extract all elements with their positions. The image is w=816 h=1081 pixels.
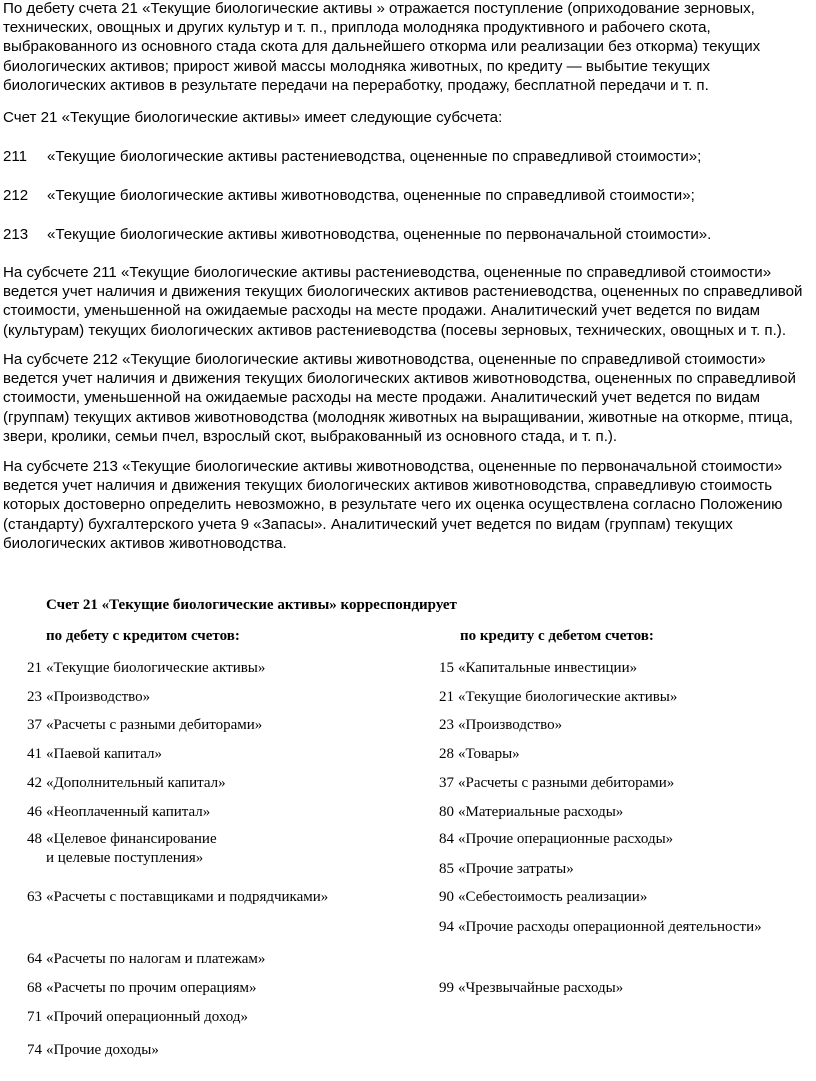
account-number: 42 <box>27 775 42 791</box>
account-number: 71 <box>27 1009 42 1025</box>
debit-account-item <box>22 1041 159 1060</box>
credit-account-item <box>434 659 637 678</box>
account-number: 94 <box>439 919 454 935</box>
debit-account-item <box>22 745 162 764</box>
paragraph-subaccounts-intro: Счет 21 «Текущие биологические активы» имеет следующие субсчета: <box>3 109 503 126</box>
account-name: «Товары» <box>458 746 520 762</box>
account-name: «Себестоимость реализации» <box>458 889 648 905</box>
account-name: «Расчеты по налогам и платежам» <box>46 951 266 967</box>
credit-account-item <box>434 860 574 879</box>
subaccount-item <box>3 147 814 166</box>
account-name: «Производство» <box>458 717 563 733</box>
account-number: 21 <box>439 689 454 705</box>
account-name: «Расчеты с поставщиками и подрядчиками» <box>46 889 329 905</box>
account-name <box>46 830 217 868</box>
account-name: «Прочие расходы операционной деятельности» <box>458 919 762 935</box>
paragraph-subaccount-211: На субсчете 211 «Текущие биологические активы растениеводства, оцененные по справедливой стоимости» ведется учет наличия и движения текущих биологических активов растениеводства, оцененных по справедливой стоимости, уменьшенной на ожидаемые расходы на месте продажи. Аналитический учет ведется по видам (культурам) текущих биологических активов растениеводства (посевы зерновых, технических, овощных и т. п.). <box>3 264 803 339</box>
account-number: 80 <box>439 804 454 820</box>
subaccount-text: «Текущие биологические активы животноводства, оцененные по первоначальной стоимости». <box>47 226 712 243</box>
credit-account-item <box>434 803 623 822</box>
account-name: «Капитальные инвестиции» <box>458 660 638 676</box>
credit-account-item <box>434 774 674 793</box>
account-number: 37 <box>27 717 42 733</box>
credit-account-item <box>434 979 623 998</box>
account-name: «Паевой капитал» <box>46 746 162 762</box>
subaccount-code: 212 <box>3 187 29 204</box>
debit-account-item <box>22 950 265 969</box>
account-number: 28 <box>439 746 454 762</box>
account-name-line2: и целевые поступления» <box>46 850 204 866</box>
credit-column-header: по кредиту с дебетом счетов: <box>460 628 654 644</box>
account-number: 64 <box>27 951 42 967</box>
account-number: 84 <box>439 831 454 847</box>
subaccount-code: 213 <box>3 226 29 243</box>
account-number: 74 <box>27 1042 42 1058</box>
debit-account-item <box>22 979 256 998</box>
account-number: 23 <box>27 689 42 705</box>
account-name-line1: «Целевое финансирование <box>46 831 217 847</box>
account-number: 15 <box>439 660 454 676</box>
account-number: 68 <box>27 980 42 996</box>
account-name: «Текущие биологические активы» <box>46 660 266 676</box>
subaccount-code: 211 <box>3 148 28 165</box>
debit-column-header: по дебету с кредитом счетов: <box>46 628 240 644</box>
account-number: 21 <box>27 660 42 676</box>
debit-account-item <box>22 688 150 707</box>
account-name: «Расчеты с разными дебиторами» <box>46 717 263 733</box>
subaccount-text: «Текущие биологические активы животноводства, оцененные по справедливой стоимости»; <box>47 187 695 204</box>
account-name: «Прочий операционный доход» <box>46 1009 248 1025</box>
account-number: 23 <box>439 717 454 733</box>
account-name: «Неоплаченный капитал» <box>46 804 211 820</box>
credit-account-item <box>434 716 562 735</box>
account-name: «Материальные расходы» <box>458 804 624 820</box>
account-number: 41 <box>27 746 42 762</box>
debit-account-item <box>22 830 217 868</box>
account-number: 99 <box>439 980 454 996</box>
correspondence-title: Счет 21 «Текущие биологические активы» корреспондирует <box>46 597 457 613</box>
debit-account-item <box>22 774 226 793</box>
account-name: «Текущие биологические активы» <box>458 689 678 705</box>
paragraph-debit-credit-description: По дебету счета 21 «Текущие биологические активы » отражается поступление (оприходование зерновых, технических, овощных и других культур и т. п., приплода молодняка продуктивного и рабочего скота, выбракованного из основного стада скота для дальнейшего откорма или реализации без откорма) текущих биологических активов; прирост живой массы молодняка животных, по кредиту — выбытие текущих биологических активов в результате передачи на переработку, продажу, бесплатной передачи и т. п. <box>3 0 761 94</box>
account-name: «Расчеты с разными дебиторами» <box>458 775 675 791</box>
account-name: «Расчеты по прочим операциям» <box>46 980 257 996</box>
account-name: «Прочие затраты» <box>458 861 574 877</box>
account-number: 90 <box>439 889 454 905</box>
account-name: «Дополнительный капитал» <box>46 775 226 791</box>
account-name: «Производство» <box>46 689 151 705</box>
subaccount-item <box>3 225 814 244</box>
account-number: 85 <box>439 861 454 877</box>
account-name: «Прочие операционные расходы» <box>458 831 674 847</box>
account-number: 48 <box>27 831 42 847</box>
account-number: 63 <box>27 889 42 905</box>
credit-account-item <box>434 688 677 707</box>
debit-account-item <box>22 659 265 678</box>
debit-account-item <box>22 888 328 907</box>
credit-account-item <box>434 888 647 907</box>
account-number: 46 <box>27 804 42 820</box>
debit-account-item <box>22 716 262 735</box>
paragraph-subaccount-213: На субсчете 213 «Текущие биологические активы животноводства, оцененные по первоначальной стоимости» ведется учет наличия и движения текущих биологических активов животноводства, справедливую стоимость которых достоверно определить невозможно, в результате чего их оценка осуществлена согласно Положению (стандарту) бухгалтерского учета 9 «Запасы». Аналитический учет ведется по видам (группам) текущих биологических активов животноводства. <box>3 458 783 552</box>
credit-account-item <box>434 918 762 937</box>
account-number: 37 <box>439 775 454 791</box>
subaccount-text: «Текущие биологические активы растениеводства, оцененные по справедливой стоимости»; <box>47 148 702 165</box>
paragraph-subaccount-212: На субсчете 212 «Текущие биологические активы животноводства, оцененные по справедливой стоимости» ведется учет наличия и движения текущих биологических активов животноводства, оцененных по справедливой стоимости, уменьшенной на ожидаемые расходы на месте продажи. Аналитический учет ведется по видам (группам) текущих активов животноводства (молодняк животных на выращивании, животные на откорме, птица, звери, кролики, семьи пчел, взрослый скот, выбракованный из основного стада, и т. п.). <box>3 351 796 445</box>
debit-account-item <box>22 803 210 822</box>
debit-account-item <box>22 1008 248 1027</box>
subaccount-item <box>3 186 814 205</box>
credit-account-item <box>434 745 520 764</box>
credit-account-item <box>434 830 673 849</box>
account-name: «Чрезвычайные расходы» <box>458 980 624 996</box>
account-name: «Прочие доходы» <box>46 1042 159 1058</box>
